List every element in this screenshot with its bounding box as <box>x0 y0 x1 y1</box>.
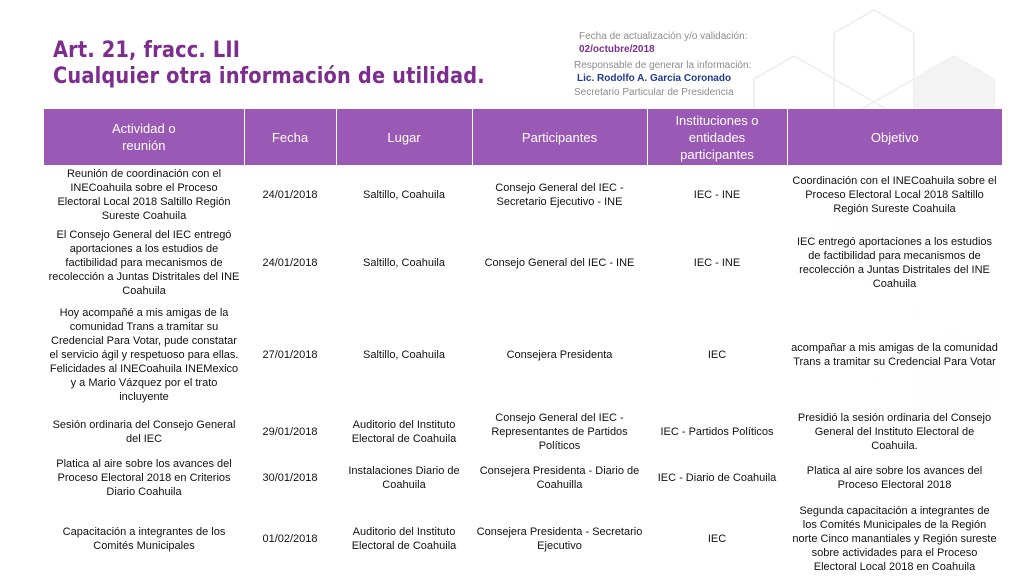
cell-objetivo: Presidió la sesión ordinaria del Consejo General del Instituto Electoral de Coahuila. <box>787 409 1002 455</box>
cell-participantes: Consejera Presidenta - Diario de Coahuilla <box>472 455 647 501</box>
table-header-row <box>44 109 1002 165</box>
column-header-fecha: Fecha <box>244 109 336 165</box>
cell-instituciones: IEC - INE <box>647 225 787 301</box>
cell-lugar: Auditorio del Instituto Electoral de Coahuila <box>336 501 472 577</box>
cell-participantes: Consejera Presidenta - Secretario Ejecutivo <box>472 501 647 577</box>
cell-lugar: Saltillo, Coahuila <box>336 225 472 301</box>
cell-instituciones: IEC - INE <box>647 165 787 225</box>
update-date-label: Fecha de actualización y/o validación: <box>579 31 748 42</box>
column-header-lugar: Lugar <box>336 109 472 165</box>
table-row <box>44 301 1002 409</box>
cell-objetivo: IEC entregó aportaciones a los estudios de factibilidad para mecanismos de recolección a Juntas Distritales del INE Coahuila <box>787 225 1002 301</box>
column-header-actividad-line1: Actividad o <box>111 121 176 136</box>
cell-fecha: 01/02/2018 <box>244 501 336 577</box>
responsible-role: Secretario Particular de Presidencia <box>574 87 734 98</box>
column-header-objetivo: Objetivo <box>787 109 1002 165</box>
cell-instituciones: IEC <box>647 501 787 577</box>
cell-objetivo: Coordinación con el INECoahuila sobre el Proceso Electoral Local 2018 Saltillo Región Sureste Coahuila <box>787 165 1002 225</box>
responsible-label: Responsable de generar la información: <box>574 60 752 71</box>
cell-objetivo: Segunda capacitación a integrantes de los Comités Municipales de la Región norte Cinco manantiales y Región sureste sobre actividades para el Proceso Electoral Local 2018 en Coahuila <box>787 501 1002 577</box>
cell-objetivo: acompañar a mis amigas de la comunidad Trans a tramitar su Credencial Para Votar <box>787 301 1002 409</box>
cell-fecha: 27/01/2018 <box>244 301 336 409</box>
cell-actividad: Reunión de coordinación con el INECoahuila sobre el Proceso Electoral Local 2018 Saltillo Región Sureste Coahuila <box>44 165 244 225</box>
table-row <box>44 225 1002 301</box>
update-date-value: 02/octubre/2018 <box>579 44 655 55</box>
cell-instituciones: IEC <box>647 301 787 409</box>
cell-lugar: Saltillo, Coahuila <box>336 301 472 409</box>
column-header-actividad <box>44 109 244 165</box>
cell-instituciones: IEC - Diario de Coahuila <box>647 455 787 501</box>
cell-actividad: Platica al aire sobre los avances del Proceso Electoral 2018 en Criterios Diario Coahuila <box>44 455 244 501</box>
cell-actividad: El Consejo General del IEC entregó aportaciones a los estudios de factibilidad para mecanismos de recolección a Juntas Distritales del INE Coahuila <box>44 225 244 301</box>
table-row <box>44 165 1002 225</box>
table-row <box>44 409 1002 455</box>
column-header-instituciones: Instituciones o entidades participantes <box>647 109 787 165</box>
column-header-actividad-line2: reunión <box>122 138 166 153</box>
cell-fecha: 29/01/2018 <box>244 409 336 455</box>
title-line-2: Cualquier otra información de utilidad. <box>53 64 485 89</box>
responsible-name: Lic. Rodolfo A. Garcia Coronado <box>577 73 732 84</box>
cell-fecha: 24/01/2018 <box>244 165 336 225</box>
cell-lugar: Instalaciones Diario de Coahuila <box>336 455 472 501</box>
cell-instituciones: IEC - Partidos Políticos <box>647 409 787 455</box>
cell-participantes: Consejo General del IEC - INE <box>472 225 647 301</box>
cell-participantes: Consejo General del IEC - Secretario Ejecutivo - INE <box>472 165 647 225</box>
page-title <box>53 38 485 90</box>
cell-lugar: Auditorio del Instituto Electoral de Coahuila <box>336 409 472 455</box>
watermark-text: uila <box>989 70 1004 80</box>
title-line-1: Art. 21, fracc. LII <box>53 38 241 63</box>
cell-actividad: Sesión ordinaria del Consejo General del IEC <box>44 409 244 455</box>
table-row <box>44 455 1002 501</box>
cell-fecha: 24/01/2018 <box>244 225 336 301</box>
cell-participantes: Consejera Presidenta <box>472 301 647 409</box>
cell-actividad: Hoy acompañé a mis amigas de la comunidad Trans a tramitar su Credencial Para Votar, pude constatar el servicio ágil y respetuoso para ellas. Felicidades al INECoahuila INEMexico y a Mario Vázquez por el trato incluyente <box>44 301 244 409</box>
column-header-participantes: Participantes <box>472 109 647 165</box>
table-row <box>44 501 1002 577</box>
cell-lugar: Saltillo, Coahuila <box>336 165 472 225</box>
activities-table <box>44 109 1002 578</box>
cell-actividad: Capacitación a integrantes de los Comités Municipales <box>44 501 244 577</box>
cell-objetivo: Platica al aire sobre los avances del Proceso Electoral 2018 <box>787 455 1002 501</box>
cell-participantes: Consejo General del IEC - Representantes de Partidos Políticos <box>472 409 647 455</box>
cell-fecha: 30/01/2018 <box>244 455 336 501</box>
